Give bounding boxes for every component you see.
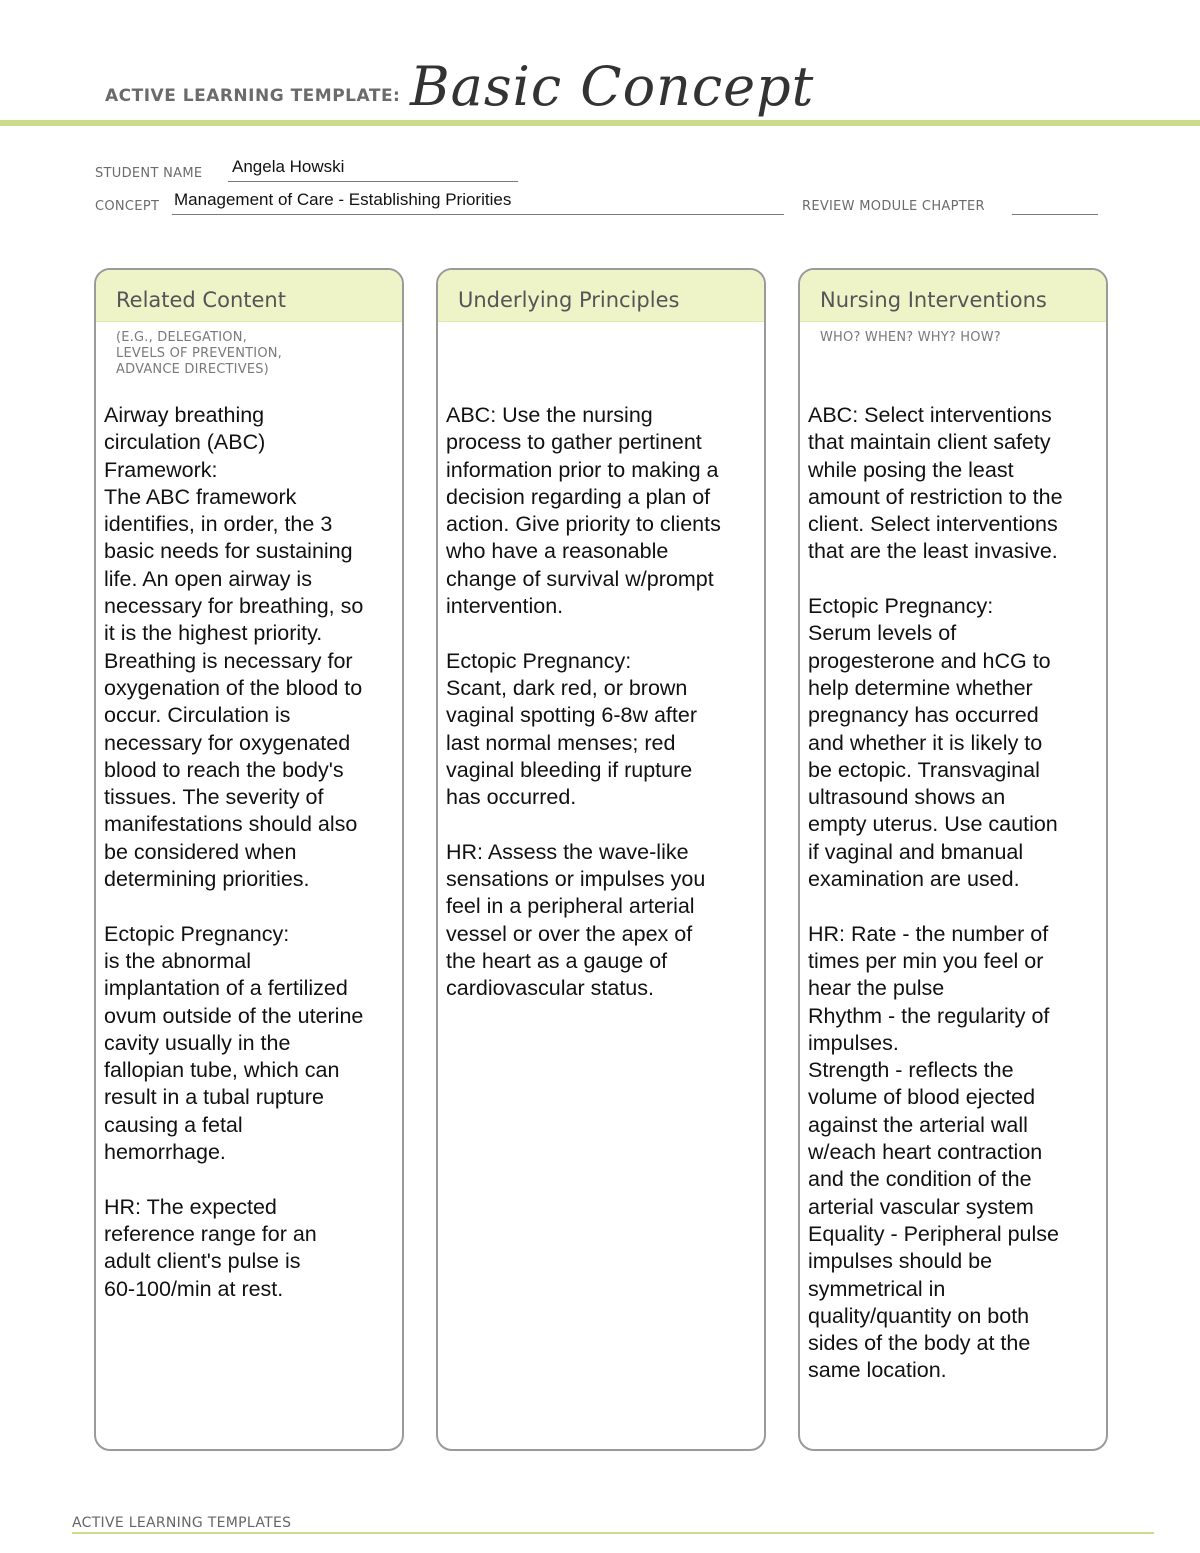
card-text-line: The ABC framework (104, 484, 297, 509)
student-name-label: STUDENT NAME (95, 166, 203, 181)
card-text-line: impulses should be (808, 1249, 993, 1274)
card-text-line: that maintain client safety (808, 430, 1051, 455)
card-subtitle (800, 322, 1106, 386)
card-title: Related Content (116, 288, 286, 312)
card-paragraph (104, 402, 394, 893)
card-text-line: the heart as a gauge of (446, 948, 668, 973)
card-text-line: hear the pulse (808, 976, 945, 1001)
card-text-line: ABC: Select interventions (808, 403, 1052, 427)
card-text-line: Breathing is necessary for (104, 648, 353, 673)
card-text-line: vaginal spotting 6-8w after (446, 703, 697, 728)
card-body[interactable] (800, 386, 1106, 1385)
concept-field[interactable]: Management of Care - Establishing Priorities (174, 190, 512, 209)
header-divider (0, 120, 1200, 126)
card-text-line: progesterone and hCG to (808, 648, 1051, 673)
card-text-line: arterial vascular system (808, 1194, 1034, 1219)
card-paragraph (446, 648, 756, 812)
card-text-line: it is the highest priority. (104, 621, 323, 646)
card-text-line: circulation (ABC) (104, 430, 266, 455)
card-text-line: w/each heart contraction (808, 1140, 1043, 1165)
card-text-line: result in a tubal rupture (104, 1085, 324, 1110)
card-paragraph (446, 839, 756, 1003)
card-text-line: empty uterus. Use caution (808, 812, 1058, 837)
card-paragraph (446, 402, 756, 620)
card-text-line: while posing the least (808, 457, 1014, 482)
card-text-line: who have a reasonable (446, 539, 669, 564)
card-text-line: and whether it is likely to (808, 730, 1043, 755)
card-text-line: is the abnormal (104, 948, 251, 973)
card-body[interactable] (96, 386, 402, 1303)
card-text-line: client. Select interventions (808, 512, 1058, 537)
card-text-line: Rhythm - the regularity of (808, 1003, 1050, 1028)
card-subtitle (438, 322, 764, 386)
card-text-line: HR: Assess the wave-like (446, 839, 689, 864)
card-text-line: HR: The expected (104, 1194, 277, 1219)
card-paragraph (808, 402, 1098, 566)
card-text-line: Ectopic Pregnancy: (808, 594, 994, 619)
card-text-line: amount of restriction to the (808, 484, 1063, 509)
card-text-line: Ectopic Pregnancy: (104, 921, 290, 946)
card-text-line: be considered when (104, 839, 297, 864)
card-title: Nursing Interventions (820, 288, 1047, 312)
card-text-line: against the arterial wall (808, 1112, 1028, 1137)
card-subtitle-line: LEVELS OF PREVENTION, (116, 346, 283, 361)
card-text-line: determining priorities. (104, 867, 310, 892)
card-text-line: necessary for breathing, so (104, 594, 364, 619)
card-text-line: identifies, in order, the 3 (104, 512, 333, 537)
card-text-line: manifestations should also (104, 812, 358, 837)
card-text-line: same location. (808, 1358, 947, 1383)
card-paragraph (104, 1194, 394, 1303)
concept-line (172, 214, 784, 215)
card-text-line: cardiovascular status. (446, 976, 654, 1001)
card-text-line: oxygenation of the blood to (104, 675, 363, 700)
card-nursing-interventions (798, 268, 1108, 1451)
card-text-line: intervention. (446, 594, 564, 619)
card-text-line: ABC: Use the nursing (446, 403, 653, 427)
card-text-line: Strength - reflects the (808, 1058, 1014, 1083)
card-text-line: and the condition of the (808, 1167, 1032, 1192)
card-body[interactable] (438, 386, 764, 1003)
card-text-line: information prior to making a (446, 457, 719, 482)
card-text-line: basic needs for sustaining (104, 539, 353, 564)
card-related-content (94, 268, 404, 1451)
card-text-line: impulses. (808, 1030, 899, 1055)
card-subtitle (96, 322, 402, 386)
review-module-line (1012, 214, 1098, 215)
card-subtitle-line: ADVANCE DIRECTIVES) (116, 362, 269, 377)
footer-text: ACTIVE LEARNING TEMPLATES (72, 1515, 292, 1531)
card-text-line: volume of blood ejected (808, 1085, 1036, 1110)
card-text-line: process to gather pertinent (446, 430, 702, 455)
card-paragraph (808, 921, 1098, 1385)
card-text-line: blood to reach the body's (104, 757, 344, 782)
card-text-line: sides of the body at the (808, 1331, 1031, 1356)
card-text-line: implantation of a fertilized (104, 976, 348, 1001)
card-text-line: change of survival w/prompt (446, 566, 714, 591)
student-name-field[interactable]: Angela Howski (232, 157, 345, 176)
card-text-line: that are the least invasive. (808, 539, 1058, 564)
card-text-line: feel in a peripheral arterial (446, 894, 695, 919)
card-text-line: be ectopic. Transvaginal (808, 757, 1040, 782)
card-text-line: adult client's pulse is (104, 1249, 301, 1274)
card-subtitle-line: (E.G., DELEGATION, (116, 330, 247, 345)
card-text-line: necessary for oxygenated (104, 730, 351, 755)
card-text-line: reference range for an (104, 1221, 317, 1246)
card-underlying-principles (436, 268, 766, 1451)
card-text-line: last normal menses; red (446, 730, 676, 755)
concept-label: CONCEPT (95, 199, 160, 214)
card-text-line: vaginal bleeding if rupture (446, 757, 693, 782)
card-subtitle-line: WHO? WHEN? WHY? HOW? (820, 330, 1001, 345)
card-text-line: quality/quantity on both (808, 1303, 1030, 1328)
card-text-line: cavity usually in the (104, 1030, 291, 1055)
student-name-line (228, 181, 518, 182)
card-text-line: help determine whether (808, 675, 1033, 700)
card-text-line: vessel or over the apex of (446, 921, 693, 946)
card-paragraph (808, 593, 1098, 893)
card-text-line: Airway breathing (104, 403, 265, 427)
card-text-line: life. An open airway is (104, 566, 312, 591)
card-text-line: ultrasound shows an (808, 785, 1006, 810)
card-text-line: has occurred. (446, 785, 577, 810)
card-text-line: sensations or impulses you (446, 867, 706, 892)
card-text-line: hemorrhage. (104, 1140, 226, 1165)
card-text-line: Serum levels of (808, 621, 957, 646)
card-text-line: tissues. The severity of (104, 785, 324, 810)
card-text-line: Scant, dark red, or brown (446, 675, 688, 700)
review-module-label: REVIEW MODULE CHAPTER (802, 199, 985, 214)
card-text-line: action. Give priority to clients (446, 512, 721, 537)
card-text-line: Framework: (104, 457, 218, 482)
card-text-line: Equality - Peripheral pulse (808, 1221, 1059, 1246)
card-text-line: 60-100/min at rest. (104, 1276, 284, 1301)
card-text-line: examination are used. (808, 867, 1020, 892)
card-paragraph (104, 921, 394, 1167)
card-text-line: Ectopic Pregnancy: (446, 648, 632, 673)
card-text-line: causing a fetal (104, 1112, 243, 1137)
card-text-line: symmetrical in (808, 1276, 946, 1301)
template-label: ACTIVE LEARNING TEMPLATE: (105, 86, 401, 106)
card-header (800, 270, 1106, 322)
card-text-line: pregnancy has occurred (808, 703, 1039, 728)
card-text-line: ovum outside of the uterine (104, 1003, 364, 1028)
card-text-line: times per min you feel or (808, 948, 1044, 973)
card-header (438, 270, 764, 322)
card-text-line: fallopian tube, which can (104, 1058, 340, 1083)
card-text-line: occur. Circulation is (104, 703, 291, 728)
card-text-line: if vaginal and bmanual (808, 839, 1024, 864)
card-header (96, 270, 402, 322)
page-title: Basic Concept (410, 55, 815, 118)
footer-divider (72, 1532, 1154, 1534)
card-text-line: decision regarding a plan of (446, 484, 711, 509)
card-title: Underlying Principles (458, 288, 680, 312)
card-text-line: HR: Rate - the number of (808, 921, 1049, 946)
